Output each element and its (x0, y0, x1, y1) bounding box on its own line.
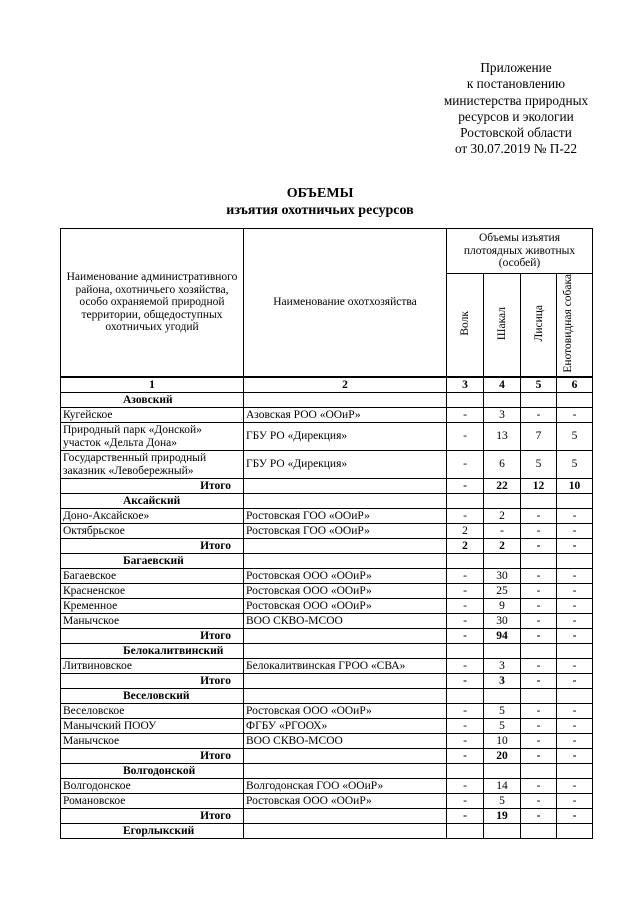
quota-value: - (447, 749, 484, 764)
quota-value: - (521, 629, 557, 644)
org-name: Ростовская ООО «ООиР» (244, 704, 447, 719)
total-row (61, 539, 593, 554)
header-animal (521, 274, 557, 378)
area-name: Веселовское (61, 704, 244, 719)
total-label: Итого (61, 539, 244, 554)
quota-value (521, 554, 557, 569)
column-number: 6 (557, 377, 593, 393)
quota-value: - (521, 659, 557, 674)
org-name: Ростовская ООО «ООиР» (244, 569, 447, 584)
quota-value: - (447, 509, 484, 524)
quota-value: 5 (557, 451, 593, 479)
quota-value: - (447, 719, 484, 734)
header-animal-label: Шакал (496, 306, 508, 340)
table-row (61, 509, 593, 524)
org-name (244, 824, 447, 839)
quota-value: - (484, 524, 521, 539)
quota-value: - (557, 569, 593, 584)
quota-value: - (447, 451, 484, 479)
appendix-block (400, 60, 632, 158)
appendix-line: ресурсов и экологии (458, 108, 574, 124)
region-name: Багаевский (61, 554, 244, 569)
quota-value: - (557, 614, 593, 629)
org-name (244, 764, 447, 779)
quota-value: - (557, 584, 593, 599)
table-row (61, 734, 593, 749)
header-animal-label: Волк (459, 310, 471, 336)
region-row (61, 393, 593, 408)
quota-value (484, 824, 521, 839)
quota-value (557, 554, 593, 569)
area-name: Октябрьское (61, 524, 244, 539)
header-group: Объемы изъятия плотоядных животных (особей) (447, 229, 593, 274)
quota-value: - (557, 524, 593, 539)
appendix-line: Приложение (480, 60, 552, 75)
quota-value (447, 554, 484, 569)
org-name: ГБУ РО «Дирекция» (244, 423, 447, 451)
area-name: Доно-Аксайское» (61, 509, 244, 524)
quota-value: - (447, 779, 484, 794)
quota-value: 12 (521, 479, 557, 494)
total-row (61, 674, 593, 689)
quota-value (484, 764, 521, 779)
quota-value: - (521, 408, 557, 423)
column-number: 5 (521, 377, 557, 393)
document-title: ОБЪЕМЫ (286, 186, 354, 201)
quota-value: - (521, 809, 557, 824)
header-animal (484, 274, 521, 378)
quota-value: - (521, 779, 557, 794)
org-name: ГБУ РО «Дирекция» (244, 451, 447, 479)
quota-value: - (447, 809, 484, 824)
quota-value: - (521, 749, 557, 764)
quota-value (557, 393, 593, 408)
quota-value: 13 (484, 423, 521, 451)
table-row (61, 584, 593, 599)
quota-value: - (557, 719, 593, 734)
quota-value: 20 (484, 749, 521, 764)
quota-value: - (447, 408, 484, 423)
table-row (61, 719, 593, 734)
quota-value: 30 (484, 614, 521, 629)
org-name: Ростовская ООО «ООиР» (244, 794, 447, 809)
quota-value (447, 494, 484, 509)
total-label: Итого (61, 629, 244, 644)
quota-value: - (521, 509, 557, 524)
quota-value (521, 824, 557, 839)
quota-value: 2 (484, 539, 521, 554)
quota-value: - (521, 599, 557, 614)
header-animal-label: Енотовидная собака (561, 274, 574, 373)
document-subtitle: изъятия охотничьих ресурсов (226, 203, 414, 218)
org-name (244, 689, 447, 704)
quota-value (521, 494, 557, 509)
quota-value: 30 (484, 569, 521, 584)
org-name: Волгодонская ГОО «ООиР» (244, 779, 447, 794)
table-row (61, 659, 593, 674)
quota-value: - (521, 614, 557, 629)
quota-value: - (557, 794, 593, 809)
total-label: Итого (61, 479, 244, 494)
quota-value: 7 (521, 423, 557, 451)
header-area-name: Наименование административного района, охотничьего хозяйства, особо охраняемой природной территории, общедоступных охотничьих угодий (61, 229, 244, 378)
total-row (61, 629, 593, 644)
org-name (244, 674, 447, 689)
header-animal (447, 274, 484, 378)
org-name: Ростовская ГОО «ООиР» (244, 509, 447, 524)
org-name: Ростовская ООО «ООиР» (244, 599, 447, 614)
region-name: Аксайский (61, 494, 244, 509)
appendix-line: министерства природных (443, 92, 589, 108)
quota-value (447, 644, 484, 659)
quota-value: - (447, 423, 484, 451)
quota-value: 5 (484, 794, 521, 809)
quota-value: 10 (484, 734, 521, 749)
total-row (61, 479, 593, 494)
quota-value: 19 (484, 809, 521, 824)
region-row (61, 554, 593, 569)
region-name: Егорлыкский (61, 824, 244, 839)
org-name (244, 749, 447, 764)
total-label: Итого (61, 674, 244, 689)
appendix-line: к постановлению (466, 76, 566, 92)
org-name (244, 393, 447, 408)
total-row (61, 749, 593, 764)
quota-value: - (557, 704, 593, 719)
org-name: Ростовская ГОО «ООиР» (244, 524, 447, 539)
region-row (61, 764, 593, 779)
area-name: Красненское (61, 584, 244, 599)
area-name: Манычское (61, 734, 244, 749)
quota-value: 5 (484, 704, 521, 719)
quota-value: - (557, 408, 593, 423)
org-name: Азовская РОО «ООиР» (244, 408, 447, 423)
quota-value: - (447, 704, 484, 719)
region-name: Веселовский (61, 689, 244, 704)
appendix-line: от 30.07.2019 № П-22 (454, 141, 578, 157)
quota-value: - (521, 569, 557, 584)
quota-value (484, 494, 521, 509)
table-row (61, 704, 593, 719)
header-org-name: Наименование охотхозяйства (244, 229, 447, 378)
quota-value (557, 494, 593, 509)
quota-value: 2 (447, 539, 484, 554)
column-number: 1 (61, 377, 244, 393)
quota-value: - (447, 794, 484, 809)
quota-value: - (557, 539, 593, 554)
quota-value: - (557, 809, 593, 824)
total-label: Итого (61, 809, 244, 824)
quota-value: 3 (484, 408, 521, 423)
region-row (61, 689, 593, 704)
quota-value (484, 393, 521, 408)
org-name: Белокалитвинская ГРОО «СВА» (244, 659, 447, 674)
quota-value: 5 (484, 719, 521, 734)
quota-value: - (521, 539, 557, 554)
quota-value: - (557, 749, 593, 764)
quota-value (521, 689, 557, 704)
table-row (61, 569, 593, 584)
quota-value (557, 644, 593, 659)
quota-value: - (557, 734, 593, 749)
org-name (244, 539, 447, 554)
quota-value: 3 (484, 659, 521, 674)
quota-value: 3 (484, 674, 521, 689)
quota-value: - (521, 719, 557, 734)
quota-value: 2 (447, 524, 484, 539)
region-name: Белокалитвинский (61, 644, 244, 659)
quota-value: - (447, 599, 484, 614)
area-name: Природный парк «Донской» участок «Дельта Дона» (61, 423, 244, 451)
quota-value (447, 764, 484, 779)
quota-value: 6 (484, 451, 521, 479)
area-name: Романовское (61, 794, 244, 809)
org-name: ВОО СКВО-МСОО (244, 614, 447, 629)
area-name: Кременное (61, 599, 244, 614)
quota-value (521, 764, 557, 779)
area-name: Волгодонское (61, 779, 244, 794)
quota-value: - (521, 524, 557, 539)
quota-value: 5 (557, 423, 593, 451)
table-row (61, 779, 593, 794)
org-name: ФГБУ «РГООХ» (244, 719, 447, 734)
quota-value: - (557, 629, 593, 644)
quota-value: 25 (484, 584, 521, 599)
quota-table (60, 228, 593, 839)
quota-value: 14 (484, 779, 521, 794)
region-row (61, 644, 593, 659)
quota-value (447, 689, 484, 704)
column-number: 2 (244, 377, 447, 393)
quota-value (484, 644, 521, 659)
quota-value: - (557, 674, 593, 689)
quota-value: 10 (557, 479, 593, 494)
column-number: 3 (447, 377, 484, 393)
region-name: Азовский (61, 393, 244, 408)
quota-value: - (447, 614, 484, 629)
table-row (61, 423, 593, 451)
org-name (244, 494, 447, 509)
quota-value (557, 764, 593, 779)
quota-value: - (557, 599, 593, 614)
total-row (61, 809, 593, 824)
quota-value: - (521, 704, 557, 719)
quota-value: - (447, 734, 484, 749)
org-name: ВОО СКВО-МСОО (244, 734, 447, 749)
org-name (244, 629, 447, 644)
table-row (61, 794, 593, 809)
table-row (61, 408, 593, 423)
quota-value (557, 689, 593, 704)
org-name (244, 554, 447, 569)
org-name (244, 644, 447, 659)
area-name: Манычский ПООУ (61, 719, 244, 734)
quota-value (521, 644, 557, 659)
quota-value (521, 393, 557, 408)
table-row (61, 614, 593, 629)
quota-value: - (447, 584, 484, 599)
quota-value: - (447, 479, 484, 494)
quota-value: 94 (484, 629, 521, 644)
quota-value (447, 393, 484, 408)
column-number-row (61, 377, 593, 393)
quota-value (484, 689, 521, 704)
quota-value: - (447, 674, 484, 689)
area-name: Государственный природный заказник «Левобережный» (61, 451, 244, 479)
area-name: Багаевское (61, 569, 244, 584)
quota-value: - (521, 794, 557, 809)
quota-value (447, 824, 484, 839)
region-row (61, 494, 593, 509)
table-body (61, 377, 593, 839)
quota-value: - (521, 734, 557, 749)
quota-value: - (557, 779, 593, 794)
quota-value: - (521, 584, 557, 599)
area-name: Манычское (61, 614, 244, 629)
table-row (61, 524, 593, 539)
appendix-line: Ростовской области (460, 125, 572, 141)
area-name: Литвиновское (61, 659, 244, 674)
area-name: Кугейское (61, 408, 244, 423)
region-name: Волгодонской (61, 764, 244, 779)
quota-value: - (557, 659, 593, 674)
quota-value: 5 (521, 451, 557, 479)
total-label: Итого (61, 749, 244, 764)
quota-value: - (447, 659, 484, 674)
quota-value: 2 (484, 509, 521, 524)
quota-value: - (447, 569, 484, 584)
region-row (61, 824, 593, 839)
quota-value: 22 (484, 479, 521, 494)
table-row (61, 451, 593, 479)
quota-value: - (557, 509, 593, 524)
header-animal-label: Лисица (532, 305, 545, 342)
header-animal (557, 274, 593, 378)
quota-value (557, 824, 593, 839)
column-number: 4 (484, 377, 521, 393)
quota-value: 9 (484, 599, 521, 614)
table-row (61, 599, 593, 614)
quota-value: - (447, 629, 484, 644)
org-name (244, 809, 447, 824)
quota-value: - (521, 674, 557, 689)
org-name (244, 479, 447, 494)
org-name: Ростовская ООО «ООиР» (244, 584, 447, 599)
quota-value (484, 554, 521, 569)
